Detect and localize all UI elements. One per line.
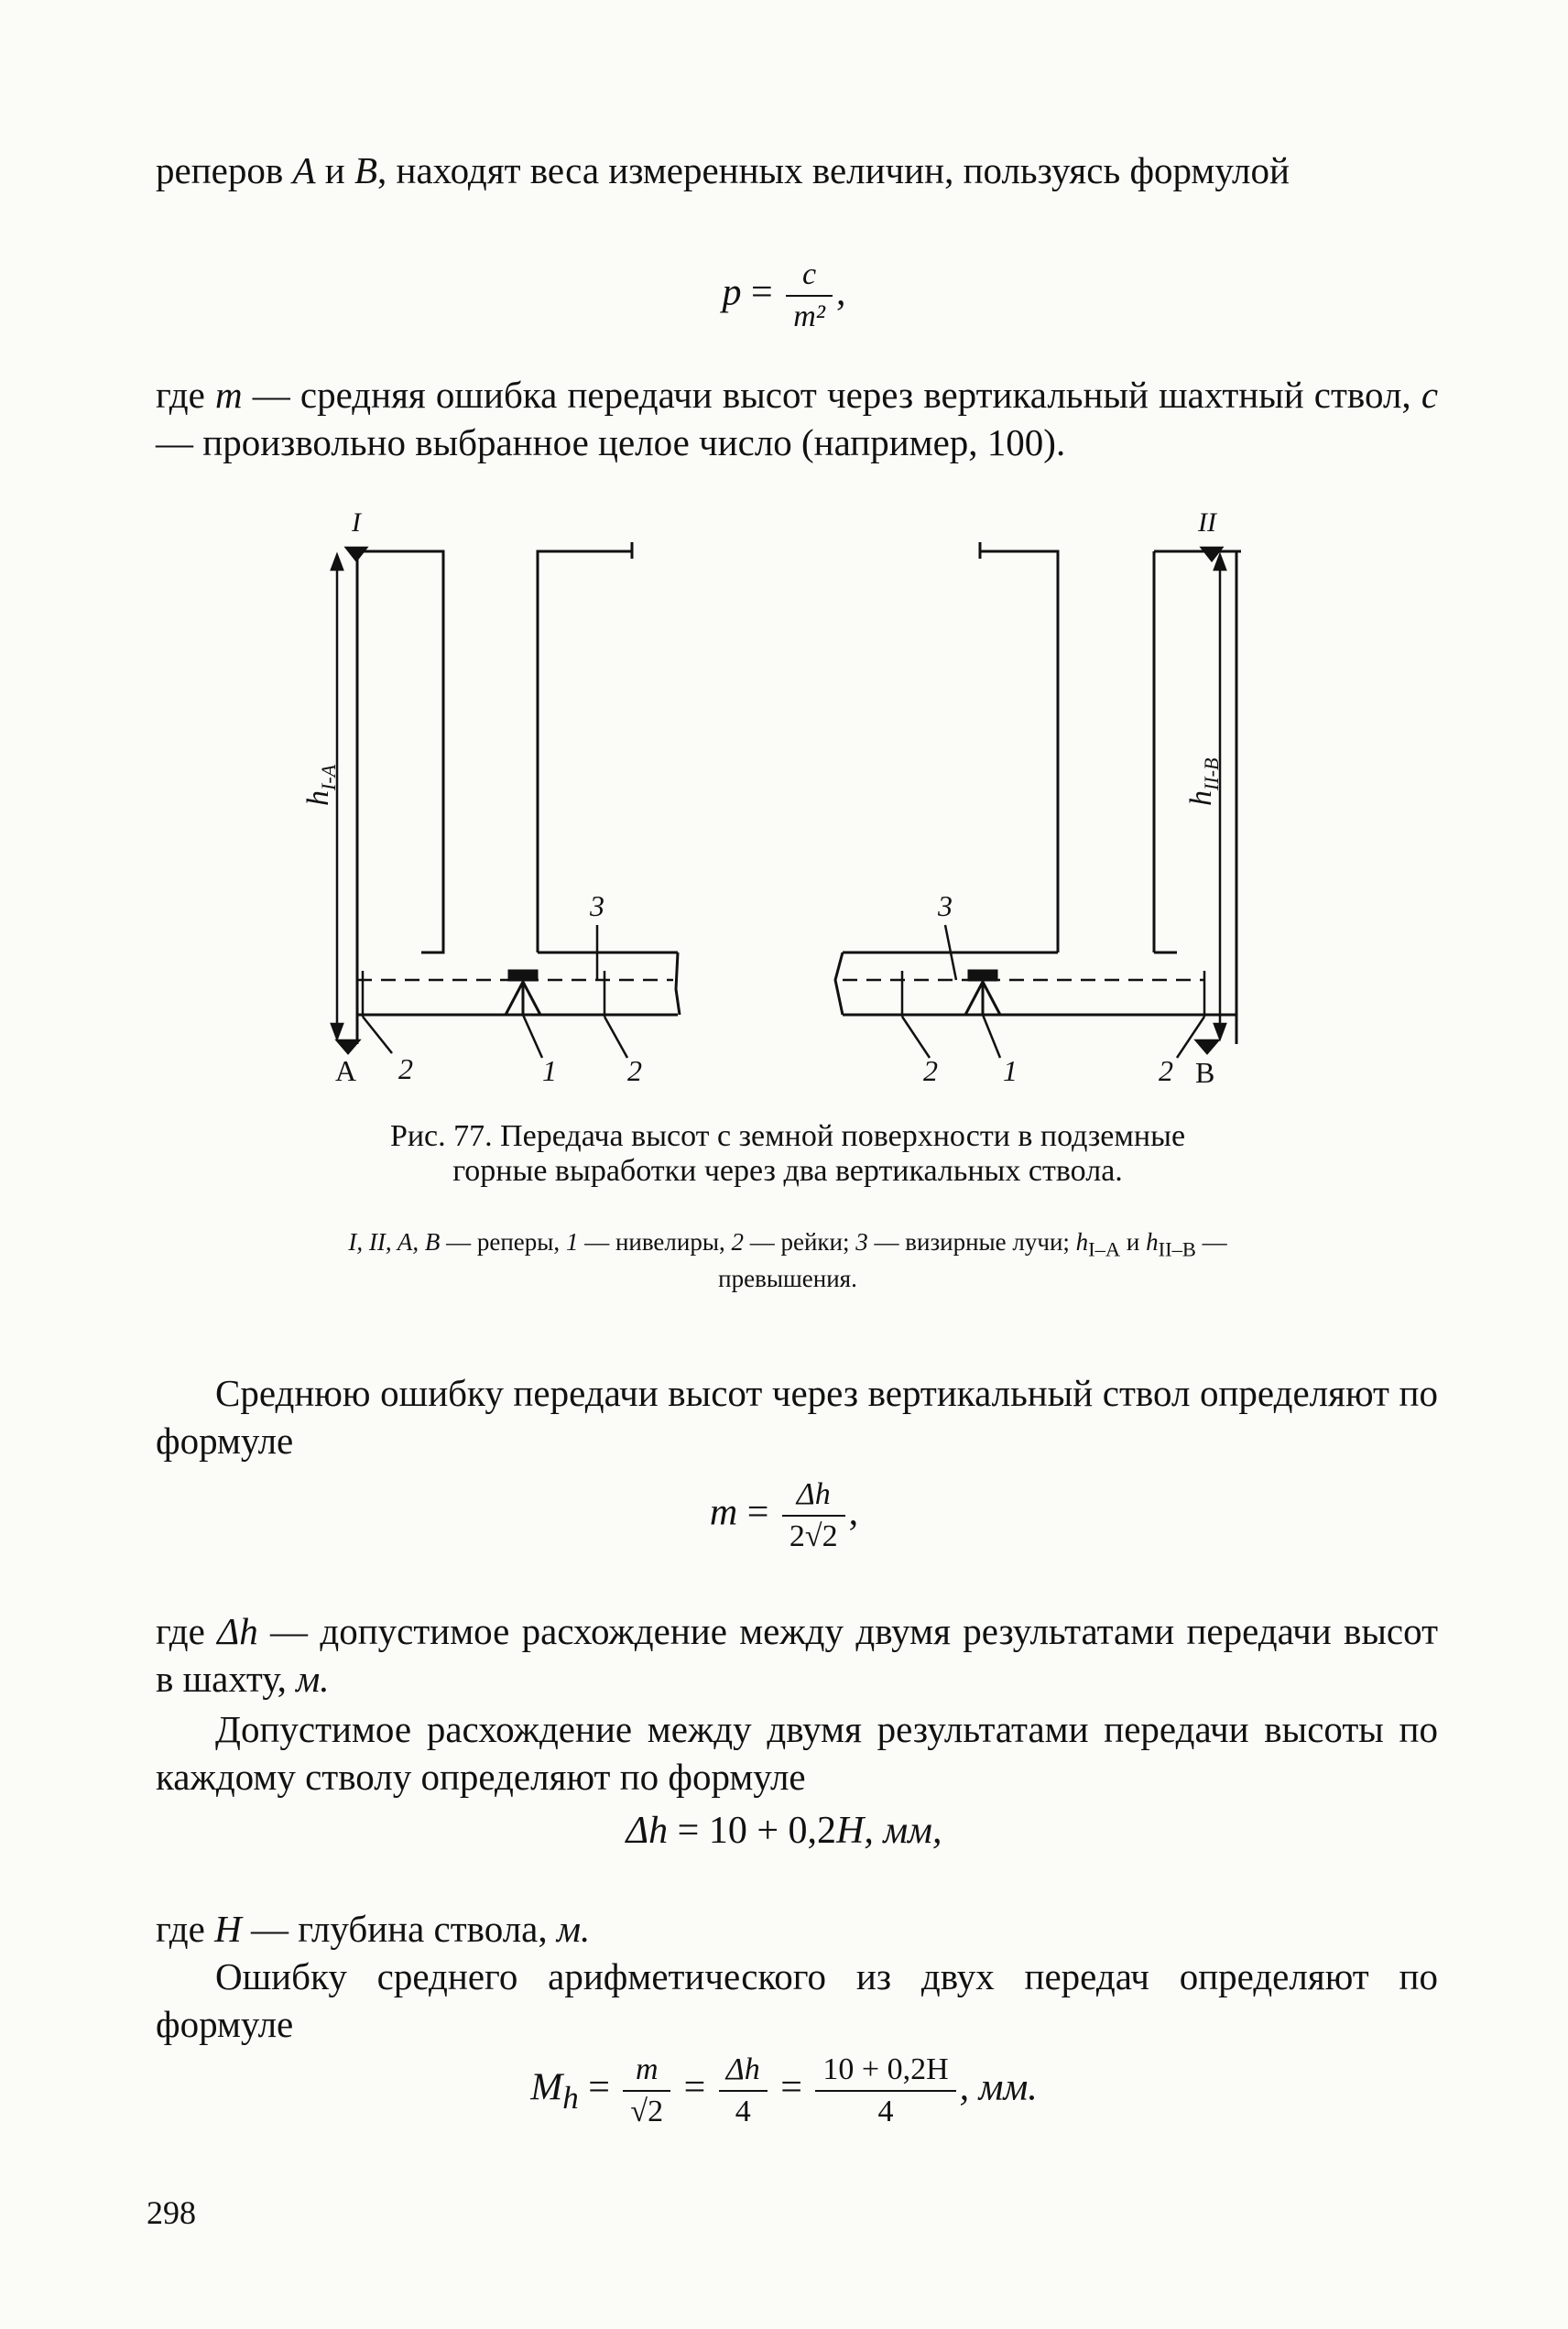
left-gallery-break <box>676 952 680 1015</box>
legend-fragment: II–B <box>1158 1237 1196 1261</box>
leader-2-right <box>1177 1017 1204 1058</box>
formula-mean-of-two <box>0 2051 1568 2130</box>
label-h-I-A: $h_{I-A}$ <box>301 764 340 806</box>
legend-fragment: I, II, A, B <box>348 1228 441 1256</box>
legend-fragment: 3 <box>855 1228 868 1256</box>
formula-equals: = <box>746 1491 769 1534</box>
page-number: 298 <box>147 2194 196 2231</box>
formula-lhs: m <box>709 1491 738 1534</box>
label-2-left: 2 <box>398 1052 413 1085</box>
leader-1-left <box>523 1015 542 1058</box>
paragraph-where-H <box>156 1905 1438 1953</box>
formula-fraction-1 <box>623 2051 670 2130</box>
paragraph-where-dh <box>156 1607 1438 1703</box>
var-b: B <box>354 149 377 191</box>
label-benchmark-I: I <box>352 507 361 538</box>
fraction-numerator: Δh <box>782 1476 845 1517</box>
benchmark-B-marker <box>1196 1040 1218 1053</box>
formula-equals: = <box>588 2066 610 2109</box>
text-fragment: — средняя ошибка передачи высот через вертикальный шахтный ствол, <box>252 374 1411 416</box>
fraction-numerator: 10 + 0,2H <box>815 2051 955 2092</box>
benchmark-I-marker <box>346 548 366 560</box>
legend-fragment: — превышения. <box>718 1228 1227 1293</box>
unit: м. <box>296 1658 330 1700</box>
var-a: A <box>292 149 316 191</box>
leader-2-left <box>363 1017 392 1053</box>
paragraph-allowed-discrepancy: Допустимое расхождение между двумя результатами передачи высоты по каждому стволу определяют по формуле <box>156 1708 1438 1798</box>
leader-2-mid-left <box>604 1017 627 1058</box>
fraction-denominator: m² <box>793 299 825 333</box>
dim-arrow-bottom-left <box>332 1024 343 1039</box>
paragraph-mean-error: Среднюю ошибку передачи высот через вертикальный ствол определяют по формуле <box>156 1372 1438 1462</box>
text-fragment: — глубина ствола, <box>250 1908 548 1950</box>
text-fragment: где <box>156 1908 205 1950</box>
fraction-numerator: Δh <box>719 2051 768 2092</box>
text-fragment: — произвольно выбранное целое число (например, 100). <box>156 421 1066 463</box>
dim-arrow-top-right <box>1214 555 1225 570</box>
label-benchmark-A: A <box>335 1054 357 1087</box>
figure-legend <box>348 1227 1227 1293</box>
text-fragment: и <box>324 149 345 191</box>
fraction-denominator: √2 <box>630 2095 664 2128</box>
var-dh: Δh <box>217 1610 258 1652</box>
legend-fragment: I–A <box>1088 1237 1121 1261</box>
text-fragment: где <box>156 1610 205 1652</box>
var-c: c <box>1421 374 1439 416</box>
text-fragment: где <box>156 374 205 416</box>
figure-caption: Рис. 77. Передача высот с земной поверхности в подземные горные выработки через два вертикальных ствола. <box>389 1119 1186 1188</box>
label-3-right: 3 <box>938 889 953 922</box>
dim-arrow-top-left <box>332 555 343 570</box>
formula-allowed-discrepancy <box>0 1809 1568 1853</box>
formula-weight <box>0 256 1568 335</box>
formula-mean-error <box>0 1476 1568 1555</box>
label-benchmark-B: B <box>1195 1056 1215 1089</box>
figure-77-diagram <box>301 495 1264 1108</box>
formula-lhs: Δh <box>626 1810 669 1852</box>
unit: м. <box>556 1908 591 1950</box>
paragraph-weights-intro <box>156 147 1438 194</box>
fraction-denominator: 4 <box>735 2095 751 2128</box>
benchmark-A-marker <box>337 1040 359 1053</box>
legend-fragment: — реперы, <box>446 1228 561 1256</box>
legend-fragment: 1 <box>565 1228 579 1256</box>
var-H: H <box>214 1908 242 1950</box>
label-3-left: 3 <box>590 889 604 922</box>
legend-fragment: 2 <box>731 1228 744 1256</box>
formula-lhs: p <box>722 271 742 314</box>
right-gallery-break <box>835 952 843 1015</box>
legend-fragment: — визирные лучи; <box>874 1228 1070 1256</box>
formula-equals: = <box>683 2066 706 2109</box>
legend-fragment: h <box>1075 1228 1089 1256</box>
formula-fraction-2 <box>719 2051 768 2130</box>
left-shaft-outer-wall <box>355 551 443 952</box>
fraction-denominator: 2√2 <box>789 1519 838 1553</box>
legend-fragment: h <box>1146 1228 1159 1256</box>
leader-2-mid-right <box>902 1017 930 1058</box>
formula-punct: , <box>835 271 846 314</box>
legend-fragment: — рейки; <box>749 1228 850 1256</box>
formula-equals: = <box>780 2066 802 2109</box>
formula-equals: = <box>751 271 773 314</box>
formula-punct: , <box>848 1491 859 1534</box>
right-gallery-wall <box>980 551 1058 952</box>
label-1-right: 1 <box>1003 1054 1018 1087</box>
var-m: m <box>215 374 243 416</box>
formula-lhs-sub: h <box>562 2080 579 2117</box>
left-gallery-wall <box>538 551 632 952</box>
formula-fraction <box>782 1476 845 1555</box>
fraction-numerator: m <box>623 2051 670 2092</box>
fraction-numerator: c <box>786 256 833 297</box>
formula-fraction <box>786 256 833 335</box>
level-instrument-left-head <box>509 971 537 980</box>
dim-arrow-bottom-right <box>1214 1024 1225 1039</box>
label-1-left: 1 <box>542 1054 557 1087</box>
paragraph-mean-of-two: Ошибку среднего арифметического из двух передач определяют по формуле <box>156 1955 1438 2045</box>
fraction-denominator: 4 <box>877 2095 894 2128</box>
leader-1-right <box>983 1015 1000 1058</box>
var-H: H <box>836 1810 865 1852</box>
formula-rhs: = 10 + 0,2 <box>677 1810 837 1852</box>
unit: , мм, <box>864 1810 942 1852</box>
level-instrument-right-head <box>969 971 996 980</box>
label-2-mid-right: 2 <box>923 1054 938 1087</box>
paragraph-where-m <box>156 371 1438 466</box>
label-2-mid-left: 2 <box>627 1054 642 1087</box>
formula-fraction-3 <box>815 2051 955 2130</box>
legend-fragment: и <box>1126 1228 1140 1256</box>
label-benchmark-II: II <box>1198 507 1216 538</box>
label-2-right: 2 <box>1159 1054 1173 1087</box>
text-fragment: реперов <box>156 149 284 191</box>
legend-fragment: — нивелиры, <box>584 1228 725 1256</box>
text-fragment: , находят веса измеренных величин, пользуясь формулой <box>377 149 1290 191</box>
formula-lhs: M <box>530 2066 563 2109</box>
unit: , мм. <box>959 2066 1038 2109</box>
text-fragment: — допустимое расхождение между двумя результатами передачи высот в шахту, <box>156 1610 1439 1700</box>
label-h-II-B: $h_{II-B}$ <box>1184 757 1223 806</box>
